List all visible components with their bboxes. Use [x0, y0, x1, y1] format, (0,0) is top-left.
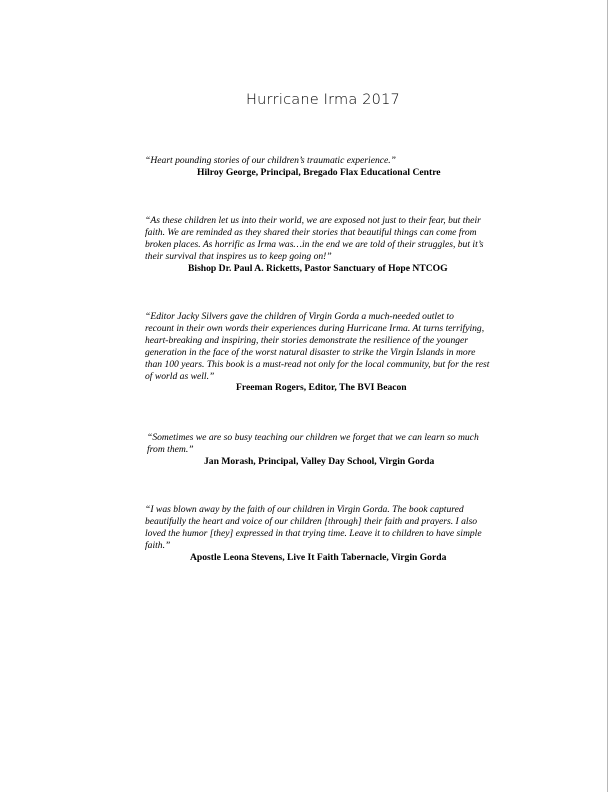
page-edge-line — [607, 0, 608, 792]
testimonial-quote: “Sometimes we are so busy teaching our children we forget that we can learn so much from them.” — [147, 432, 479, 455]
testimonial — [145, 155, 441, 179]
testimonial-attribution: Hilroy George, Principal, Bregado Flax Educational Centre — [197, 166, 441, 178]
testimonial-quote: “As these children let us into their world, we are exposed not just to their fear, but their faith. We are reminded as they shared their stories that beautiful things can come from broken places. As horrific as Irma was…in the end we are told of their struggles, but it’s their survival that inspires us to keep going on!” — [145, 215, 484, 262]
testimonial-attribution: Bishop Dr. Paul A. Ricketts, Pastor Sanctuary of Hope NTCOG — [188, 262, 448, 274]
testimonial-quote: “I was blown away by the faith of our children in Virgin Gorda. The book captured beautifully the heart and voice of our children [through] their faith and prayers. I also loved the humor [they] expressed in that trying time. Leave it to children to have simple faith.” — [145, 504, 482, 551]
testimonial-attribution: Apostle Leona Stevens, Live It Faith Tabernacle, Virgin Gorda — [190, 551, 447, 563]
testimonial-quote: “Heart pounding stories of our children’s traumatic experience.” — [145, 155, 397, 166]
testimonial — [145, 504, 482, 564]
testimonial — [145, 311, 489, 394]
page-title: Hurricane Irma 2017 — [246, 92, 400, 108]
testimonial — [145, 215, 483, 275]
testimonial-quote: “Editor Jacky Silvers gave the children of Virgin Gorda a much-needed outlet to recount in their own words their experiences during Hurricane Irma. At turns terrifying, heart-breaking and inspiring, their stories demonstrate the resilience of the younger generation in the face of the worst natural disaster to strike the Virgin Islands in more than 100 years. This book is a must-read not only for the local community, but for the rest of world as well.” — [145, 311, 490, 382]
testimonial-attribution: Freeman Rogers, Editor, The BVI Beacon — [236, 382, 407, 394]
testimonial-attribution: Jan Morash, Principal, Valley Day School, Virgin Gorda — [204, 455, 435, 467]
testimonial — [147, 432, 479, 468]
